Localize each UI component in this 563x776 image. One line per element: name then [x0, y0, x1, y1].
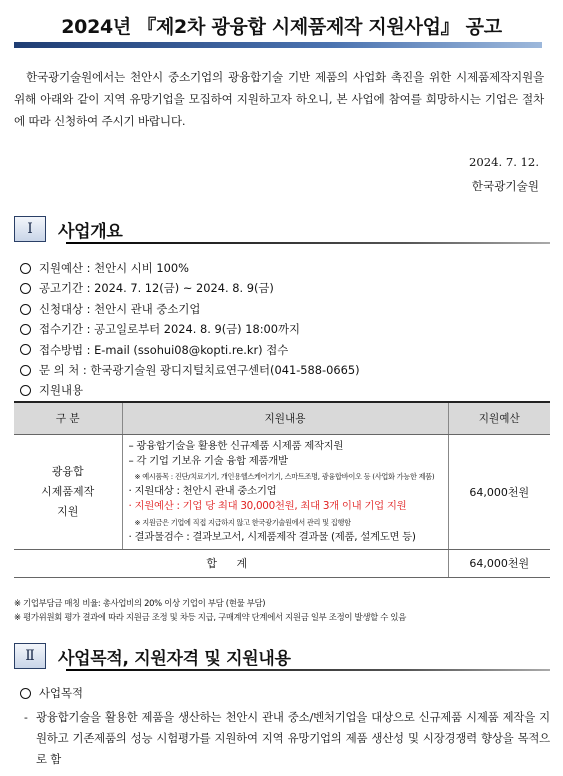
- overview-item: 문 의 처 : 한국광기술원 광디지털치료연구센터(041-588-0665): [20, 360, 550, 380]
- overview-item: 접수기간 : 공고일로부터 2024. 8. 9(금) 18:00까지: [20, 319, 550, 339]
- circle-bullet-icon: [20, 344, 31, 355]
- circle-bullet-icon: [20, 263, 31, 274]
- overview-item: 접수방법 : E-mail (ssohui08@kopti.re.kr) 접수: [20, 340, 550, 360]
- overview-item: 지원예산 : 천안시 시비 100%: [20, 258, 550, 278]
- table-total-row: [14, 549, 550, 577]
- circle-bullet-icon: [20, 365, 31, 376]
- circle-bullet-icon: [20, 688, 31, 699]
- page-title: 2024년 『제2차 광융합 시제품제작 지원사업』 공고: [61, 16, 502, 38]
- note-line: ※ 평가위원회 평가 결과에 따라 지원금 조정 및 차등 지급, 구매계약 단계에서 지원금 일부 조정이 발생할 수 있음: [14, 611, 407, 622]
- purpose-text: 광융합기술을 활용한 제품을 생산하는 천안시 관내 중소/벤처기업을 대상으로 신규제품 시제품 제작을 지원하고 기존제품의 성능 시험평가를 지원하여 지역 유망기업의 제품 생산성 및 시장경쟁력 향상을 목적으로 함: [36, 710, 550, 766]
- section-2-title: 사업목적, 지원자격 및 지원내용: [58, 648, 291, 669]
- section-1-underline: [66, 242, 550, 245]
- circle-bullet-icon: [20, 324, 31, 335]
- total-label: 합 계: [14, 549, 448, 577]
- overview-item: 지원내용: [20, 380, 550, 400]
- budget-cell: 64,000천원: [448, 434, 550, 549]
- section-2-header: [14, 641, 550, 671]
- detail-line: · 지원대상 : 천안시 관내 중소기업: [128, 485, 277, 498]
- issuer-name: 한국광기술원: [471, 179, 539, 193]
- circle-bullet-icon: [20, 385, 31, 396]
- intro-paragraph: 한국광기술원에서는 천안시 중소기업의 광융합기술 기반 제품의 사업화 촉진을 위한 시제품제작지원을 위해 아래와 같이 지역 유망기업을 모집하여 지원하고자 하오니, 본 사업에 참여를 희망하시는 기업은 절차에 따라 신청하여 주시기 바랍니다.: [14, 70, 544, 128]
- purpose-heading: 사업목적: [20, 683, 550, 703]
- category-cell: 광융합 시제품제작 지원: [14, 434, 122, 549]
- header-budget: 지원예산: [448, 402, 550, 434]
- overview-item: 신청대상 : 천안시 관내 중소기업: [20, 299, 550, 319]
- table-header-row: [14, 402, 550, 434]
- header-details: 지원내용: [122, 402, 448, 434]
- detail-line: – 각 기업 기보유 기술 융합 제품개발: [128, 454, 288, 467]
- detail-note: ※ 예시품목 : 진단/치료기기, 개인용헬스케어기기, 스마트조명, 광융합바이오 등 (사업화 가능한 제품): [134, 471, 435, 481]
- table-row: [14, 434, 550, 549]
- purpose-body: [20, 707, 550, 770]
- header-category: 구 분: [14, 402, 122, 434]
- detail-line-highlight: · 지원예산 : 기업 당 최대 30,000천원, 최대 3개 이내 기업 지원: [128, 500, 407, 513]
- section-1-header: [14, 214, 550, 244]
- section-2-number: Ⅱ: [14, 643, 46, 669]
- section-1-number: Ⅰ: [14, 216, 46, 242]
- note-line: ※ 기업부담금 매칭 비율: 총사업비의 20% 이상 기업이 부담 (현물 부담): [14, 598, 266, 608]
- overview-list: [20, 258, 550, 401]
- overview-item: 공고기간 : 2024. 7. 12(금) ~ 2024. 8. 9(금): [20, 278, 550, 298]
- detail-line: – 광융합기술을 활용한 신규제품 시제품 제작지원: [128, 439, 344, 452]
- dash-bullet-icon: -: [24, 710, 28, 724]
- title-underline-bar: [14, 42, 542, 48]
- purpose-block: [20, 683, 550, 770]
- notes-block: [14, 597, 554, 624]
- issue-date: 2024. 7. 12.: [468, 155, 539, 169]
- support-table: [14, 401, 550, 578]
- circle-bullet-icon: [20, 304, 31, 315]
- issue-date-block: [469, 150, 539, 198]
- section-1-title: 사업개요: [58, 221, 123, 242]
- details-cell: [122, 434, 448, 549]
- detail-line: · 결과물검수 : 결과보고서, 시제품제작 결과물 (제품, 설계도면 등): [128, 530, 416, 543]
- section-2-underline: [66, 669, 550, 672]
- total-value: 64,000천원: [448, 549, 550, 577]
- circle-bullet-icon: [20, 283, 31, 294]
- detail-note: ※ 지원금은 기업에 직접 지급하지 않고 한국광기술원에서 관리 및 집행함: [134, 517, 351, 527]
